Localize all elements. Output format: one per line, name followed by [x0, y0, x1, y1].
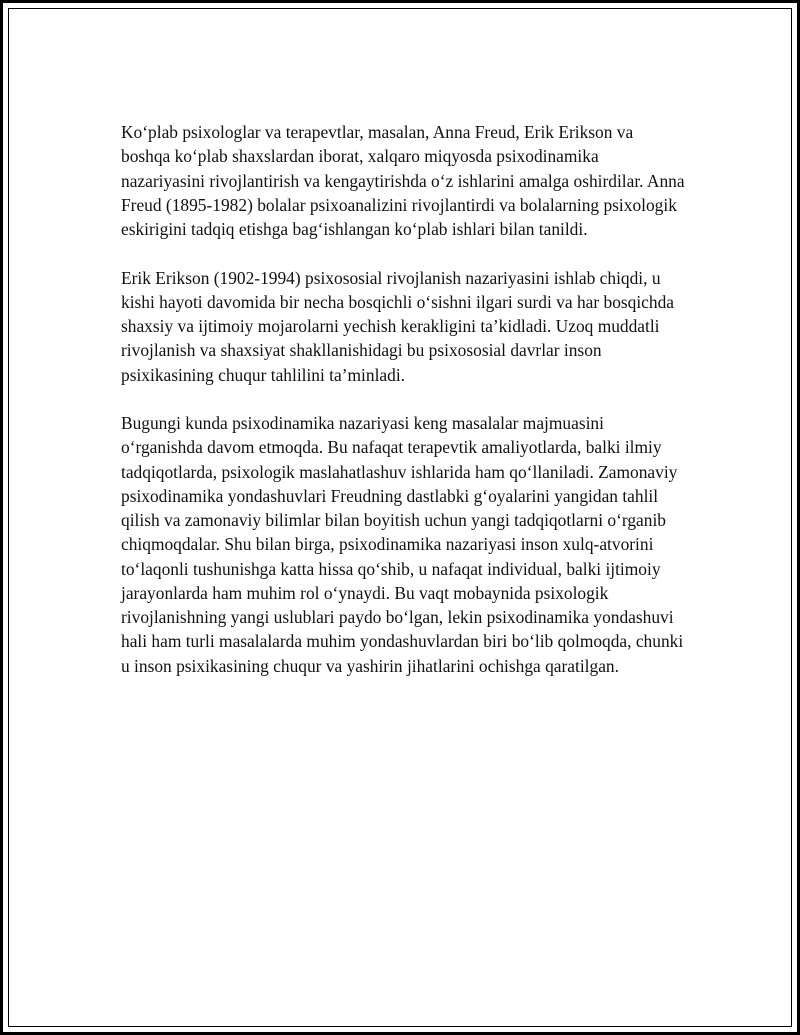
paragraph-3: Bugungi kunda psixodinamika nazariyasi keng masalalar majmuasini o‘rganishda davom etmoqda. Bu nafaqat terapevtik amaliyotlarda, balki ilmiy tadqiqotlarda, psixologik maslahatlashuv ishlarida ham qo‘llaniladi. Zamonaviy psixodinamika yondashuvlari Freudning dastlabki g‘oyalarini yangidan tahlil qilish va zamonaviy bilimlar bilan boyitish uchun yangi tadqiqotlarni o‘rganib chiqmoqdalar. Shu bilan birga, psixodinamika nazariyasi inson xulq-atvorini to‘laqonli tushunishga katta hissa qo‘shib, u nafaqat individual, balki ijtimoiy jarayonlarda ham muhim rol o‘ynaydi. Bu vaqt mobaynida psixologik rivojlanishning yangi uslublari paydo bo‘lgan, lekin psixodinamika yondashuvi hali ham turli masalalarda muhim yondashuvlardan biri bo‘lib qolmoqda, chunki u inson psixikasining chuqur va yashirin jihatlarini ochishga qaratilgan.	[121, 413, 684, 676]
paragraph-2: Erik Erikson (1902-1994) psixososial rivojlanish nazariyasini ishlab chiqdi, u kishi hayoti davomida bir necha bosqichli o‘sishni ilgari surdi va har bosqichda shaxsiy va ijtimoiy mojarolarni yechish kerakligini ta’kidladi. Uzoq muddatli rivojlanish va shaxsiyat shakllanishidagi bu psixososial davrlar inson psixikasining chuqur tahlilini ta’minladi.	[121, 267, 675, 385]
paragraph-1: Ko‘plab psixologlar va terapevtlar, masalan, Anna Freud, Erik Erikson va boshqa ko‘plab shaxslardan iborat, xalqaro miqyosda psixodinamika nazariyasini rivojlantirish va kengaytirishda o‘z ishlarini amalga oshirdilar. Anna Freud (1895-1982) bolalar psixoanalizini rivojlantirdi va bolalarning psixologik eskirigini tadqiq etishga bag‘ishlangan ko‘plab ishlari bilan tanildi.	[121, 122, 685, 239]
document-body	[121, 120, 686, 702]
